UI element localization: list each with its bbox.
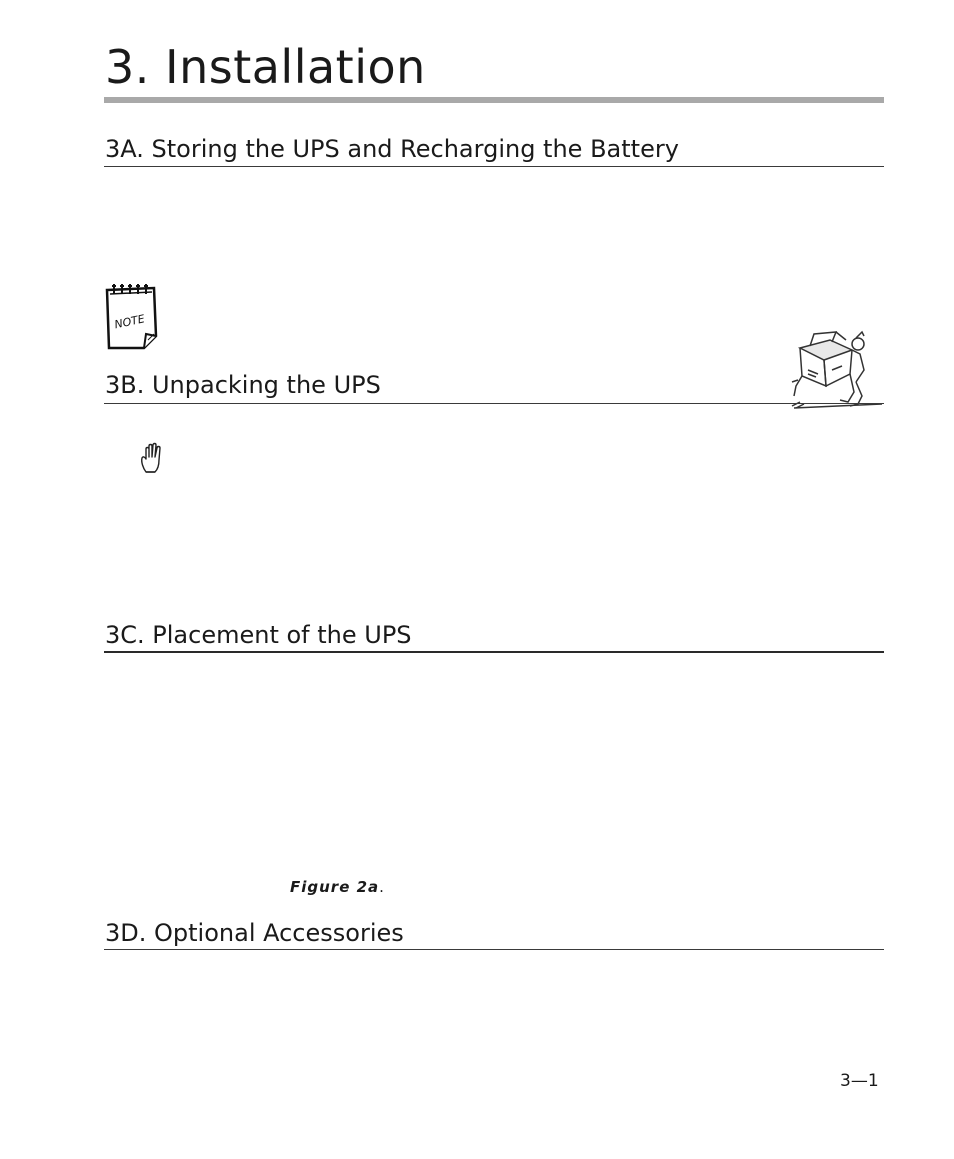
box-carrier-illustration bbox=[790, 330, 884, 412]
note-pad-label: NOTE bbox=[113, 312, 146, 332]
figure-caption-suffix: . bbox=[379, 878, 384, 896]
section-rule-placement bbox=[104, 651, 884, 653]
section-heading-placement: 3C. Placement of the UPS bbox=[105, 621, 412, 649]
section-rule-storing bbox=[104, 166, 884, 167]
note-pad-icon bbox=[104, 282, 160, 352]
section-rule-accessories bbox=[104, 949, 884, 950]
section-heading-accessories: 3D. Optional Accessories bbox=[105, 919, 404, 947]
figure-caption-label: Figure 2a bbox=[290, 878, 380, 896]
hand-caution-icon bbox=[138, 442, 170, 476]
section-heading-storing: 3A. Storing the UPS and Recharging the Battery bbox=[105, 135, 679, 163]
page-title: 3. Installation bbox=[105, 40, 426, 94]
figure-caption bbox=[290, 878, 384, 896]
title-rule bbox=[104, 97, 884, 103]
section-heading-unpacking: 3B. Unpacking the UPS bbox=[105, 371, 381, 399]
section-rule-unpacking bbox=[104, 403, 884, 404]
page-number: 3—1 bbox=[840, 1071, 879, 1091]
